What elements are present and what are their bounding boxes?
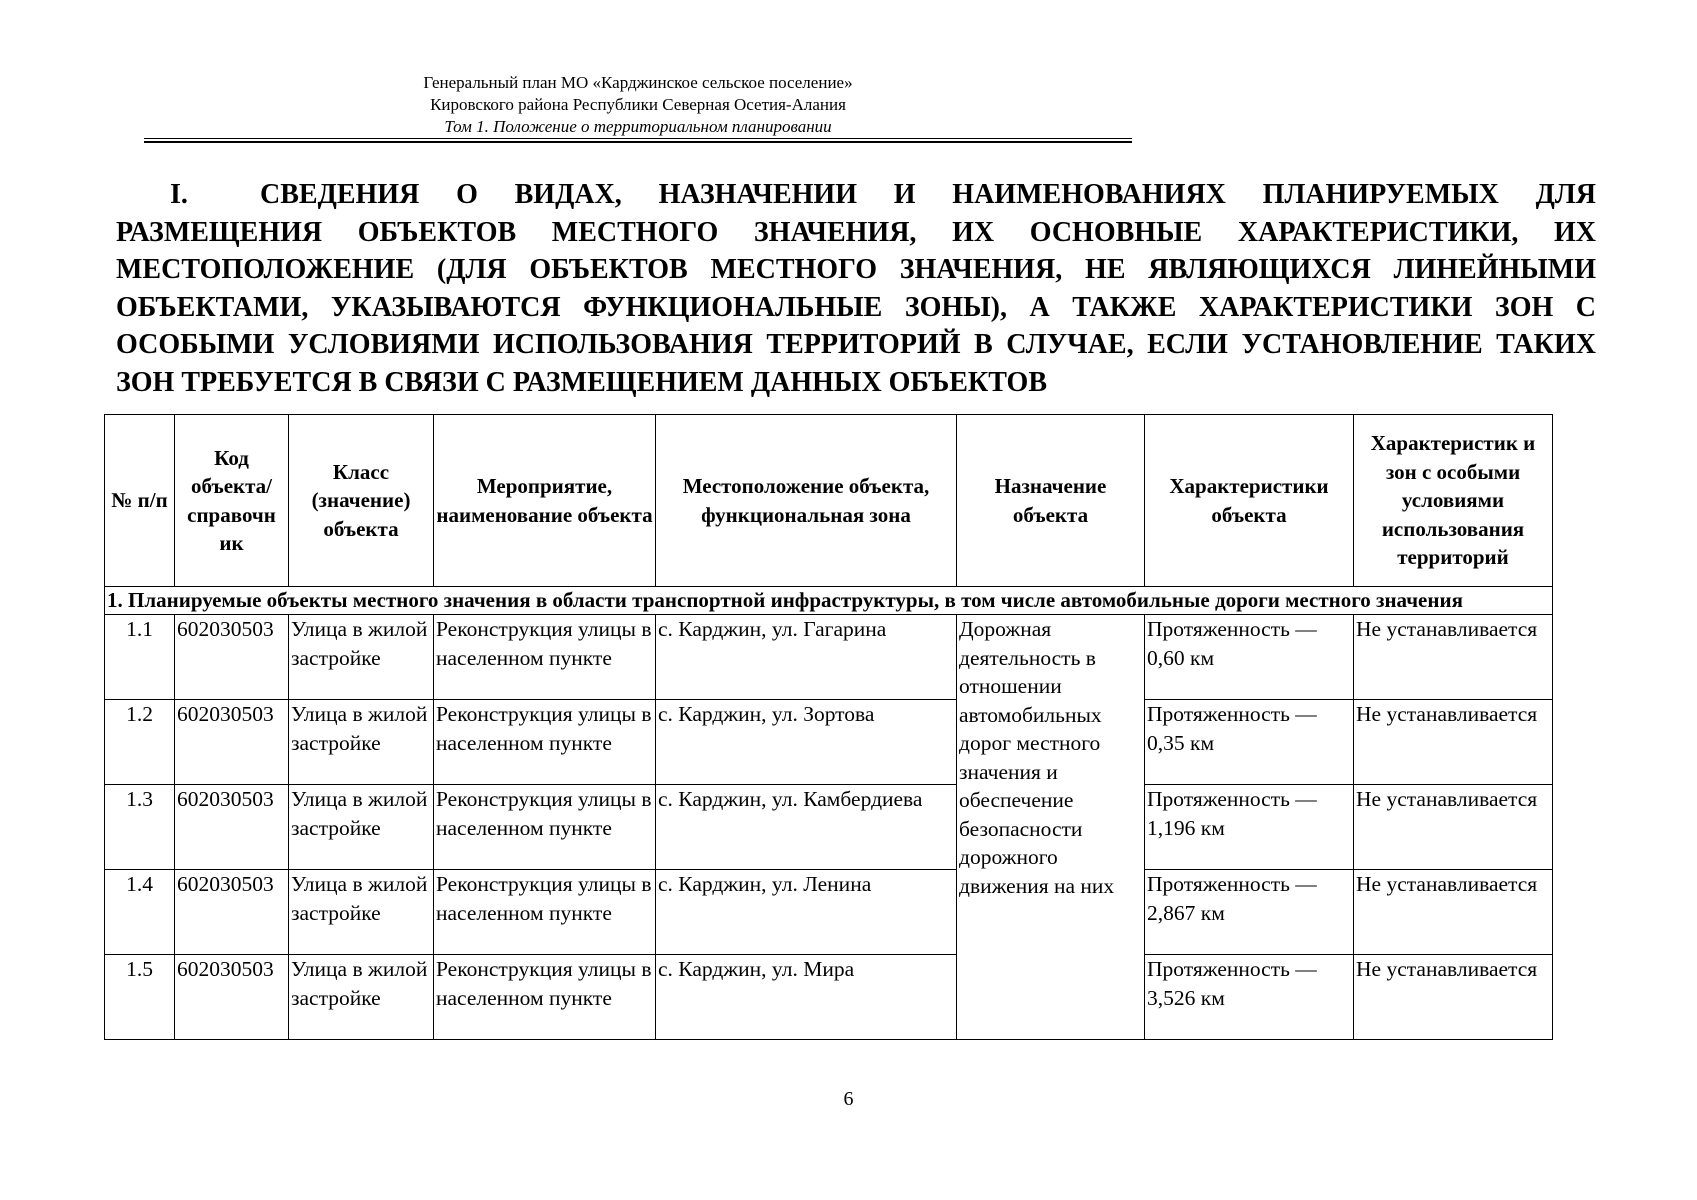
cell-class: Улица в жилой застройке (289, 870, 434, 955)
cell-zones: Не устанавливается (1354, 615, 1553, 700)
cell-code: 602030503 (175, 785, 289, 870)
cell-zones: Не устанавливается (1354, 870, 1553, 955)
cell-characteristics: Протяженность — 2,867 км (1145, 870, 1354, 955)
cell-class: Улица в жилой застройке (289, 955, 434, 1040)
cell-purpose: Дорожная деятельность в отношении автомобильных дорог местного значения и обеспечение безопасности дорожного движения на них (957, 615, 1145, 1040)
document-header (144, 72, 1132, 138)
table-row (105, 955, 1553, 1040)
cell-event: Реконструкция улицы в населенном пункте (434, 870, 656, 955)
table-row (105, 615, 1553, 700)
cell-num: 1.2 (105, 700, 175, 785)
cell-num: 1.5 (105, 955, 175, 1040)
cell-class: Улица в жилой застройке (289, 700, 434, 785)
cell-location: с. Карджин, ул. Камбердиева (656, 785, 957, 870)
col-header-location: Местоположение объекта, функциональная зона (656, 415, 957, 587)
header-double-rule (144, 138, 1132, 143)
cell-code: 602030503 (175, 870, 289, 955)
cell-location: с. Карджин, ул. Зортова (656, 700, 957, 785)
cell-num: 1.4 (105, 870, 175, 955)
section-heading (116, 176, 1596, 401)
cell-event: Реконструкция улицы в населенном пункте (434, 785, 656, 870)
cell-characteristics: Протяженность — 1,196 км (1145, 785, 1354, 870)
cell-characteristics: Протяженность — 3,526 км (1145, 955, 1354, 1040)
header-line-2: Кировского района Республики Северная Осетия-Алания (430, 95, 846, 114)
cell-class: Улица в жилой застройке (289, 785, 434, 870)
col-header-class: Класс (значение) объекта (289, 415, 434, 587)
group-title: 1. Планируемые объекты местного значения в области транспортной инфраструктуры, в том числе автомобильные дороги местного значения (105, 587, 1553, 615)
table-group-row (105, 587, 1553, 615)
cell-location: с. Карджин, ул. Гагарина (656, 615, 957, 700)
cell-event: Реконструкция улицы в населенном пункте (434, 615, 656, 700)
cell-characteristics: Протяженность — 0,60 км (1145, 615, 1354, 700)
header-line-3: Том 1. Положение о территориальном планировании (444, 117, 832, 136)
cell-characteristics: Протяженность — 0,35 км (1145, 700, 1354, 785)
section-title: СВЕДЕНИЯ О ВИДАХ, НАЗНАЧЕНИИ И НАИМЕНОВАНИЯХ ПЛАНИРУЕМЫХ ДЛЯ РАЗМЕЩЕНИЯ ОБЪЕКТОВ МЕСТНОГО ЗНАЧЕНИЯ, ИХ ОСНОВНЫЕ ХАРАКТЕРИСТИКИ, ИХ МЕСТОПОЛОЖЕНИЕ (ДЛЯ ОБЪЕКТОВ МЕСТНОГО ЗНАЧЕНИЯ, НЕ ЯВЛЯЮЩИХСЯ ЛИНЕЙНЫМИ ОБЪЕКТАМИ, УКАЗЫВАЮТСЯ ФУНКЦИОНАЛЬНЫЕ ЗОНЫ), А ТАКЖЕ ХАРАКТЕРИСТИКИ ЗОН С ОСОБЫМИ УСЛОВИЯМИ ИСПОЛЬЗОВАНИЯ ТЕРРИТОРИЙ В СЛУЧАЕ, ЕСЛИ УСТАНОВЛЕНИЕ ТАКИХ ЗОН ТРЕБУЕТСЯ В СВЯЗИ С РАЗМЕЩЕНИЕМ ДАННЫХ ОБЪЕКТОВ (116, 179, 1596, 398)
table-header-row (105, 415, 1553, 587)
col-header-num: № п/п (105, 415, 175, 587)
col-header-event: Мероприятие, наименование объекта (434, 415, 656, 587)
table-row (105, 785, 1553, 870)
cell-num: 1.1 (105, 615, 175, 700)
col-header-purpose: Назначение объекта (957, 415, 1145, 587)
cell-code: 602030503 (175, 700, 289, 785)
cell-location: с. Карджин, ул. Мира (656, 955, 957, 1040)
cell-code: 602030503 (175, 955, 289, 1040)
cell-zones: Не устанавливается (1354, 955, 1553, 1040)
page-number: 6 (843, 1088, 854, 1110)
header-line-1: Генеральный план МО «Карджинское сельское поселение» (423, 73, 853, 92)
col-header-characteristics: Характеристики объекта (1145, 415, 1354, 587)
cell-event: Реконструкция улицы в населенном пункте (434, 700, 656, 785)
cell-location: с. Карджин, ул. Ленина (656, 870, 957, 955)
section-number: I. (170, 179, 188, 210)
col-header-code: Код объекта/ справочн ик (175, 415, 289, 587)
cell-zones: Не устанавливается (1354, 785, 1553, 870)
table-row (105, 700, 1553, 785)
cell-code: 602030503 (175, 615, 289, 700)
col-header-zones: Характеристик и зон с особыми условиями использования территорий (1354, 415, 1553, 587)
cell-zones: Не устанавливается (1354, 700, 1553, 785)
table-row (105, 870, 1553, 955)
objects-table (104, 414, 1553, 1040)
cell-num: 1.3 (105, 785, 175, 870)
cell-class: Улица в жилой застройке (289, 615, 434, 700)
cell-event: Реконструкция улицы в населенном пункте (434, 955, 656, 1040)
